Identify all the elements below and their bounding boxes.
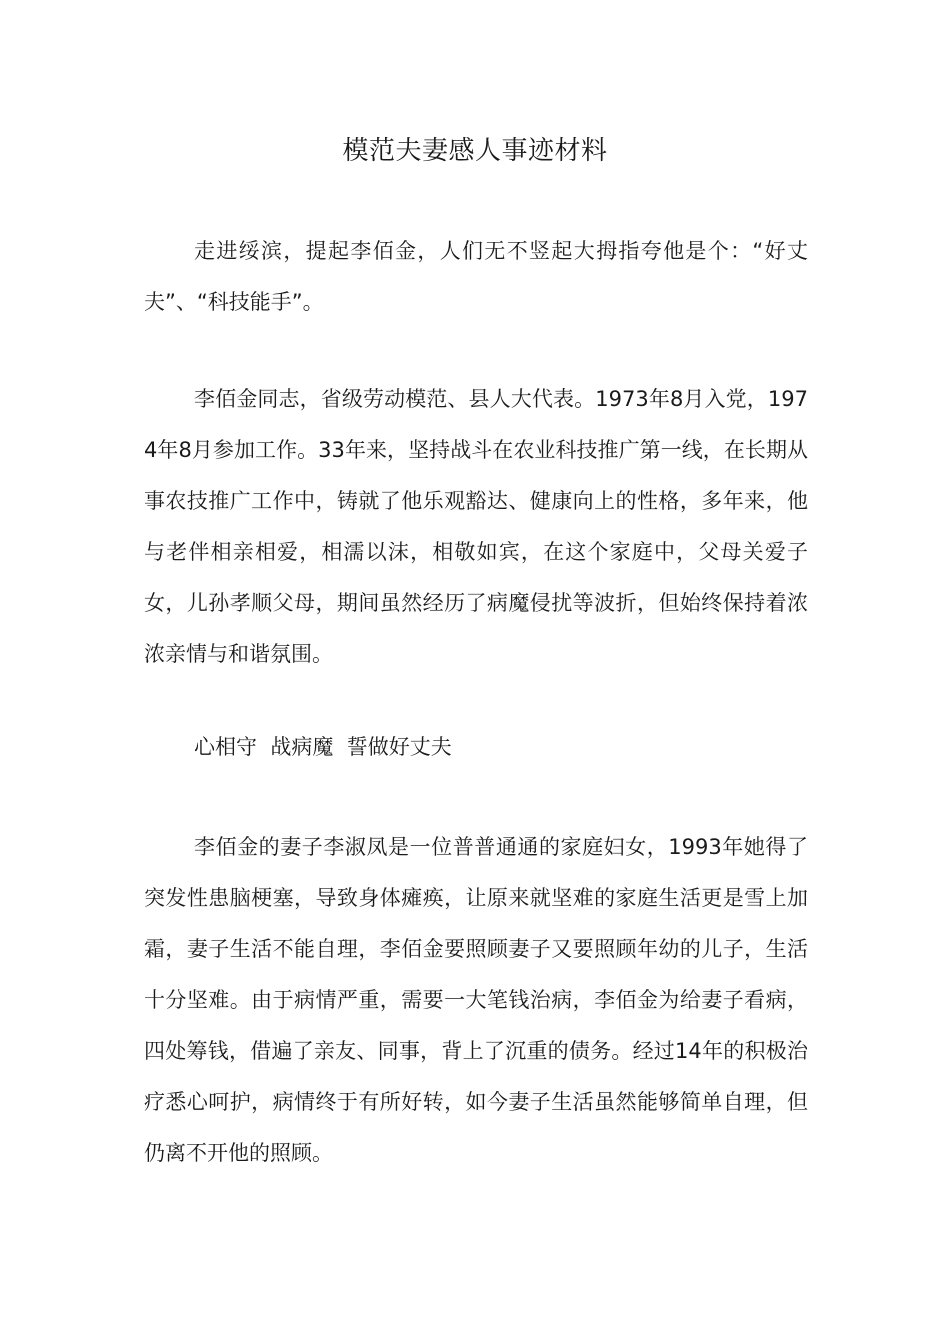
document-title: 模范夫妻感人事迹材料: [342, 136, 608, 166]
section-heading: 心相守 战病魔 誓做好丈夫: [194, 735, 452, 759]
paragraph-intro: 走进绥滨，提起李佰金，人们无不竖起大拇指夸他是个：“好丈夫”、“科技能手”。: [144, 239, 808, 314]
paragraph-story: 李佰金的妻子李淑凤是一位普普通通的家庭妇女，1993年她得了突发性患脑梗塞，导致身体瘫痪，让原来就坚难的家庭生活更是雪上加霜，妻子生活不能自理，李佰金要照顾妻子又要照顾年幼的儿子，生活十分坚难。由于病情严重，需要一大笔钱治病，李佰金为给妻子看病，四处筹钱，借遍了亲友、同事，背上了沉重的债务。经过14年的积极治疗悉心呵护，病情终于有所好转，如今妻子生活虽然能够简单自理，但仍离不开他的照顾。: [144, 835, 808, 1165]
paragraph-profile: 李佰金同志，省级劳动模范、县人大代表。1973年8月入党，1974年8月参加工作。33年来，坚持战斗在农业科技推广第一线，在长期从事农技推广工作中，铸就了他乐观豁达、健康向上的性格，多年来，他与老伴相亲相爱，相濡以沫，相敬如宾，在这个家庭中，父母关爱子女，儿孙孝顺父母，期间虽然经历了病魔侵扰等波折，但始终保持着浓浓亲情与和谐氛围。: [144, 387, 808, 666]
